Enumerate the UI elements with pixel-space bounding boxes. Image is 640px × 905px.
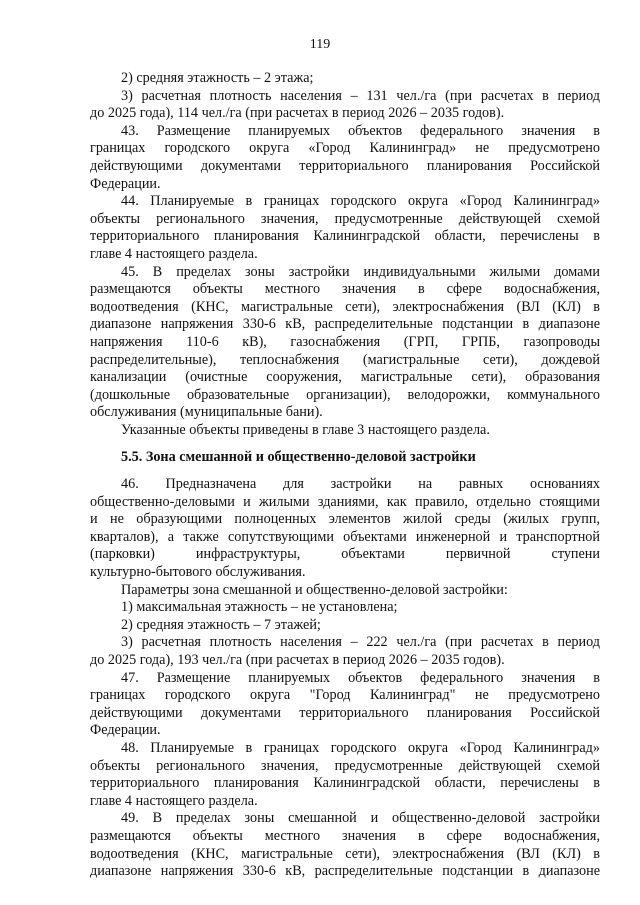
text-line: канализации (очистные сооружения, магистральные сети), образования	[90, 369, 600, 386]
text-line: 3) расчетная плотность населения – 131 чел./га (при расчетах в период	[121, 87, 600, 104]
text-line: обслуживания (муниципальные бани).	[90, 404, 323, 421]
text-line: водоотведения (КНС, магистральные сети), электроснабжения (ВЛ (КЛ) в	[90, 298, 600, 315]
text-line: напряжения 110-6 кВ), газоснабжения (ГРП, ГРПБ, газопроводы	[90, 333, 600, 350]
section-heading: 5.5. Зона смешанной и общественно-деловой застройки	[121, 449, 476, 466]
text-line: 1) максимальная этажность – не установлена;	[121, 599, 398, 616]
text-line: действующими документами территориального планирования Российской	[90, 157, 600, 174]
text-line: 45. В пределах зоны застройки индивидуальными жилыми домами	[121, 263, 600, 280]
text-line: водоотведения (КНС, магистральные сети), электроснабжения (ВЛ (КЛ) в	[90, 845, 600, 862]
text-line: 3) расчетная плотность населения – 222 чел./га (при расчетах в период	[121, 634, 600, 651]
text-line: 47. Размещение планируемых объектов федерального значения в	[121, 669, 600, 686]
page-number: 119	[309, 37, 331, 52]
text-line: 49. В пределах зоны смешанной и общественно-деловой застройки	[121, 810, 600, 827]
text-line: объекты регионального значения, предусмотренные действующей схемой	[90, 757, 600, 774]
text-line: Федерации.	[90, 722, 161, 739]
text-line: размещаются объекты местного значения в сфере водоснабжения,	[90, 827, 600, 844]
text-line: (парковки) инфраструктуры, объектами первичной ступени	[90, 546, 600, 563]
text-line: главе 4 настоящего раздела.	[90, 245, 258, 262]
text-line: границах городского округа "Город Калининград" не предусмотрено	[90, 687, 600, 704]
text-line: 43. Размещение планируемых объектов федерального значения в	[121, 122, 600, 139]
text-line: 48. Планируемые в границах городского округа «Город Калининград»	[121, 739, 600, 756]
text-line: 2) средняя этажность – 2 этажа;	[121, 70, 314, 86]
text-line: территориального планирования Калининградской области, перечислены в	[90, 228, 600, 245]
text-line: распределительные), теплоснабжения (магистральные сети), дождевой	[90, 351, 600, 368]
text-line: размещаются объекты местного значения в сфере водоснабжения,	[90, 281, 600, 298]
document-body	[90, 70, 600, 881]
text-line: до 2025 года), 114 чел./га (при расчетах в период 2026 – 2035 годов).	[90, 105, 505, 122]
text-line: кварталов), а также сопутствующими объектами инженерной и транспортной	[90, 528, 600, 545]
text-line: диапазоне напряжения 330-6 кВ, распределительные подстанции в диапазоне	[90, 316, 600, 333]
text-line: Указанные объекты приведены в главе 3 настоящего раздела.	[121, 421, 490, 438]
text-line: действующими документами территориального планирования Российской	[90, 704, 600, 721]
text-line: 46. Предназначена для застройки на равных основаниях	[121, 476, 600, 493]
text-line: общественно-деловыми и жилыми зданиями, как правило, отдельно стоящими	[90, 493, 600, 510]
text-block-after-heading	[90, 476, 600, 881]
text-block-before-heading	[90, 70, 600, 439]
text-line: главе 4 настоящего раздела.	[90, 792, 258, 809]
text-line: культурно-бытового обслуживания.	[90, 564, 306, 581]
text-line: (дошкольные образовательные организации), велодорожки, коммунального	[90, 386, 600, 403]
text-line: до 2025 года), 193 чел./га (при расчетах в период 2026 – 2035 годов).	[90, 652, 505, 668]
text-line: территориального планирования Калининградской области, перечислены в	[90, 775, 600, 792]
text-line: диапазоне напряжения 330-6 кВ, распределительные подстанции в диапазоне	[90, 863, 600, 880]
text-line: 2) средняя этажность – 7 этажей;	[121, 616, 321, 633]
text-line: и не образующими полноценных элементов жилой среды (жилых групп,	[90, 511, 600, 528]
text-line: Параметры зона смешанной и общественно-деловой застройки:	[121, 581, 508, 598]
text-line: границах городского округа «Город Калининград» не предусмотрено	[90, 140, 600, 157]
text-line: Федерации.	[90, 175, 161, 192]
text-line: объекты регионального значения, предусмотренные действующей схемой	[90, 210, 600, 227]
text-line: 44. Планируемые в границах городского округа «Город Калининград»	[121, 193, 600, 210]
